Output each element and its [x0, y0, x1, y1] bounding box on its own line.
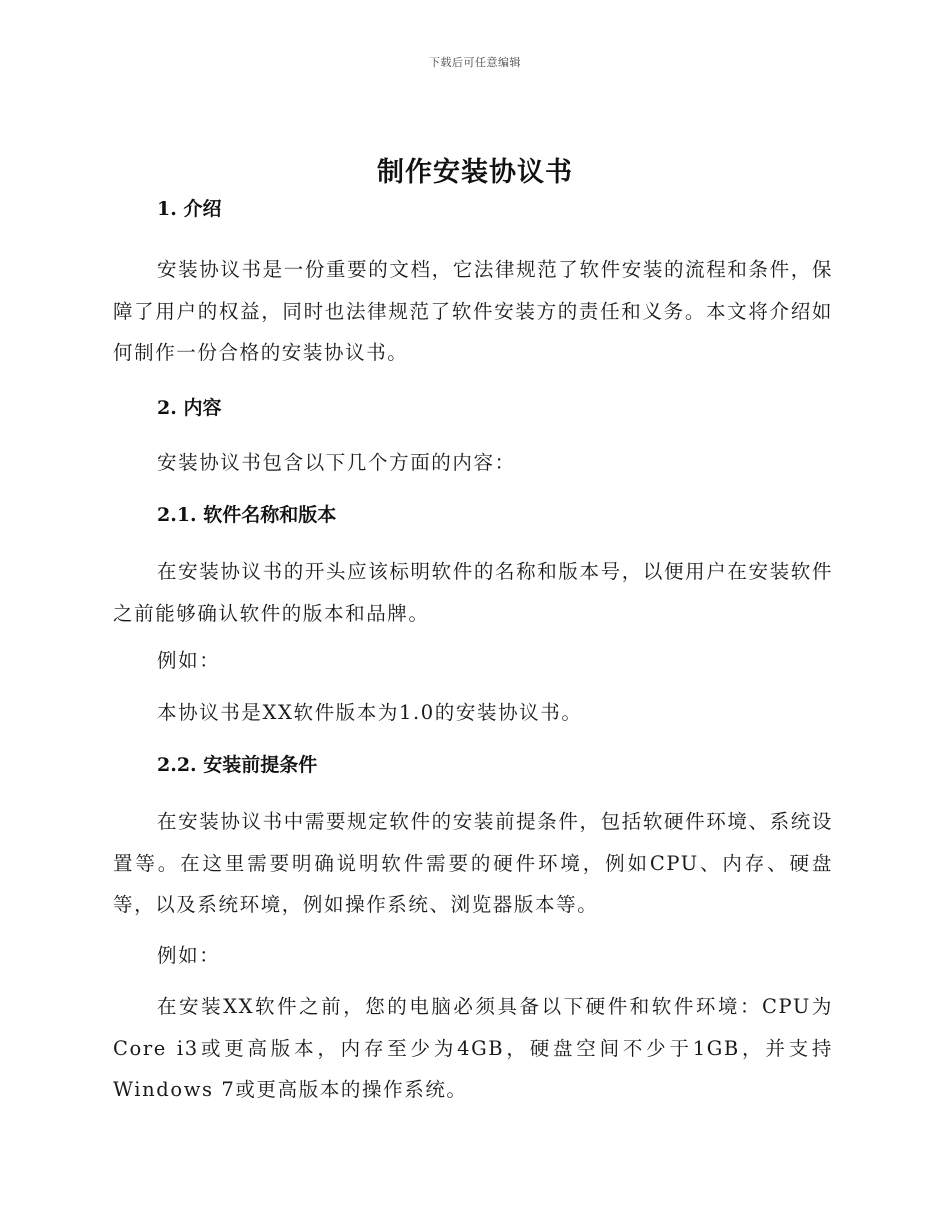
- section-heading-software-name: 2.1. 软件名称和版本: [157, 504, 337, 526]
- example-label-1: 例如：: [157, 649, 221, 672]
- example-label-2: 例如：: [157, 943, 221, 967]
- section-heading-content: 2. 内容: [157, 396, 222, 419]
- paragraph-content: 安装协议书包含以下几个方面的内容：: [157, 450, 516, 474]
- section-heading-intro: 1. 介绍: [157, 198, 222, 220]
- paragraph-prerequisites: 在安装协议书中需要规定软件的安装前提条件，包括软硬件环境、系统设置等。在这里需要明确说明软件需要的硬件环境，例如CPU、内存、硬盘等，以及系统环境，例如操作系统、浏览器版本等。: [113, 810, 833, 916]
- header-note: 下载后可任意编辑: [429, 56, 521, 69]
- paragraph-software-name: 在安装协议书的开头应该标明软件的名称和版本号，以便用户在安装软件之前能够确认软件的版本和品牌。: [113, 560, 833, 625]
- example-text-2: 在安装XX软件之前，您的电脑必须具备以下硬件和软件环境：CPU为Core i3或更高版本，内存至少为4GB，硬盘空间不少于1GB，并支持Windows 7或更高版本的操作系统。: [113, 995, 833, 1101]
- paragraph-intro: 安装协议书是一份重要的文档，它法律规范了软件安装的流程和条件，保障了用户的权益，同时也法律规范了软件安装方的责任和义务。本文将介绍如何制作一份合格的安装协议书。: [113, 258, 833, 364]
- section-heading-prerequisites: 2.2. 安装前提条件: [157, 754, 318, 776]
- example-text-1: 本协议书是XX软件版本为1.0的安装协议书。: [157, 700, 583, 724]
- document-body: [113, 196, 833, 1111]
- document-title: 制作安装协议书: [377, 157, 573, 188]
